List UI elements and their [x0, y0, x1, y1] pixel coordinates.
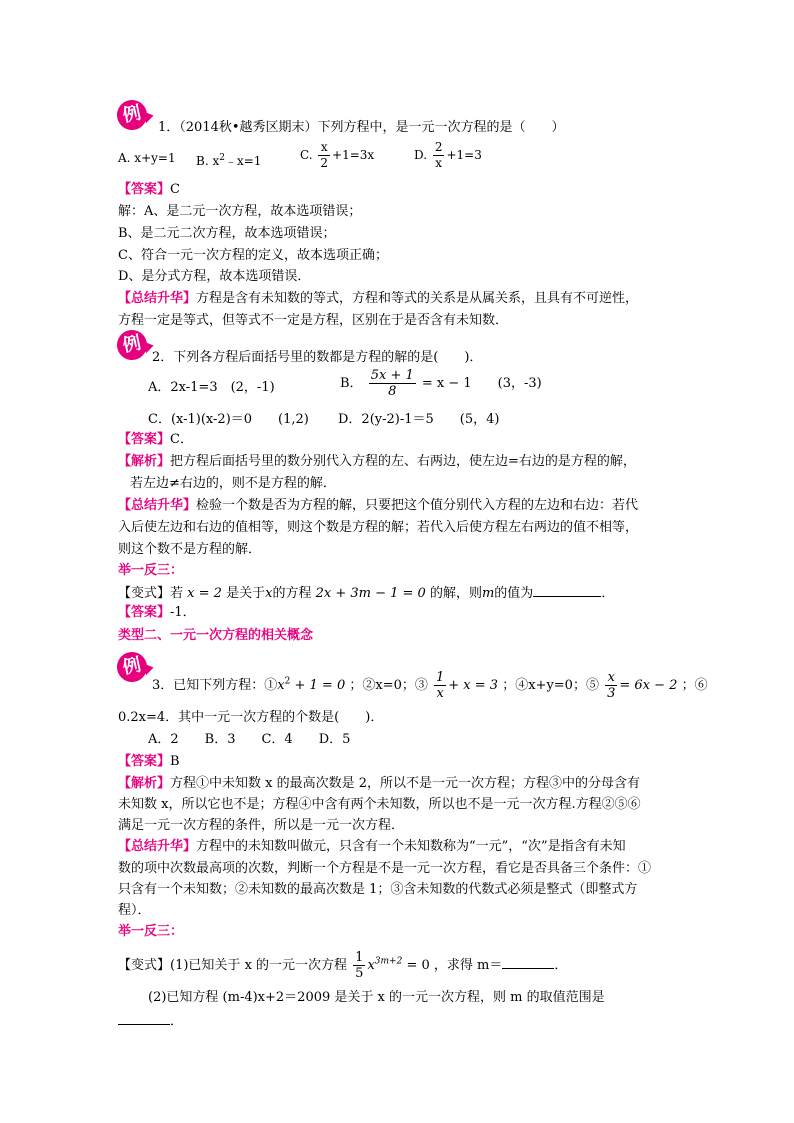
- q3-variant-2: (2)已知方程 (m-4)x+2＝2009 是关于 x 的一元一次方程，则 m 的取值范围是: [148, 990, 605, 1005]
- q3-variant-1: 【变式】(1)已知关于 x 的一元一次方程 $\frac{1}{5}$ $x^{3m+2} = 0$ ，求得 m＝ ．: [118, 950, 568, 981]
- q1-stem: 1．（2014秋•越秀区期末）下列方程中，是一元一次方程的是（ ）: [158, 120, 565, 135]
- q1-solution-line: 解：A、是二元一次方程，故本选项错误；: [118, 204, 362, 219]
- follow-up-heading: 举一反三：: [118, 924, 184, 939]
- q2-opt-c: C．(x-1)(x-2)＝0 (1,2): [148, 412, 309, 427]
- q3-analysis: 【解析】方程①中未知数 x 的最高次数是 2，所以不是一元一次方程；方程③中的分母含有: [118, 776, 641, 791]
- q3-variant-2-blank: ．: [118, 1010, 183, 1032]
- example-badge: 例: [114, 327, 150, 363]
- q2-opt-a: A．2x-1=3 (2，-1): [148, 380, 275, 395]
- q3-stem-line: 0.2x=4．其中一元一次方程的个数是( )．: [118, 710, 384, 725]
- q1-solution-line: B、是二元二次方程，故本选项错误；: [118, 226, 336, 241]
- q3-summary-line: 程）．: [118, 903, 151, 918]
- q1-summary-line: 方程一定是等式，但等式不一定是方程，区别在于是否含有未知数．: [118, 313, 509, 328]
- q3-answer: 【答案】B: [118, 754, 180, 769]
- q3-summary-line: 数的项中次数最高项的次数，判断一个方程是不是一元一次方程，看它是否具备三个条件：①: [118, 861, 652, 876]
- example-badge: 例: [114, 649, 150, 685]
- q3-analysis-line: 未知数 x，所以它也不是；方程④中含有两个未知数，所以也不是一元一次方程.方程②⑤⑥: [118, 797, 641, 812]
- q2-summary: 【总结升华】检验一个数是否为方程的解，只要把这个值分别代入方程的左边和右边：若代: [118, 498, 639, 513]
- answer-blank[interactable]: [533, 582, 601, 597]
- follow-up-heading: 举一反三：: [118, 563, 184, 578]
- q1-summary: 【总结升华】方程是含有未知数的等式，方程和等式的关系是从属关系，且具有不可逆性，: [118, 291, 639, 306]
- example-badge: 例: [114, 97, 150, 133]
- q2-stem: 2．下列各方程后面括号里的数都是方程的解的是( )．: [152, 350, 483, 365]
- q3-summary-line: 只含有一个未知数；②未知数的最高次数是 1；③含未知数的代数式必须是整式（即整式方: [118, 882, 638, 897]
- section-heading: 类型二、一元一次方程的相关概念: [118, 628, 314, 643]
- answer-blank[interactable]: [118, 1010, 170, 1025]
- q2-variant-answer: 【答案】-1．: [118, 605, 196, 620]
- q1-opt-b: B. $x^2﹣x=1$: [196, 153, 262, 168]
- q1-opt-a: A. x+y=1: [118, 151, 176, 165]
- q2-summary-line: 则这个数不是方程的解．: [118, 542, 262, 557]
- q2-variant: 【变式】若 x = 2 是关于x的方程 2x + 3m − 1 = 0 的解，则m的值为 ．: [118, 582, 614, 604]
- q1-opt-c: C. $\frac{x}{2}$ +1=3x: [300, 140, 375, 170]
- q2-analysis-line: 若左边≠右边的，则不是方程的解．: [130, 476, 336, 491]
- q3-options: A．2 B．3 C．4 D．5: [148, 732, 351, 747]
- q2-analysis: 【解析】把方程后面括号里的数分别代入方程的左、右两边，使左边=右边的是方程的解，: [118, 454, 636, 469]
- q2-answer: 【答案】C．: [118, 432, 193, 447]
- q1-opt-d: D. $\frac{2}{x}$ +1=3: [414, 140, 482, 170]
- q3-stem: 3．已知下列方程：$①x^2 + 1 = 0$ ；②x=0；③ $\frac{1}{x}$ + x = 3 ；④x+y=0；⑤ $\frac{x}{3}$ = 6x − 2 ；⑥: [152, 670, 708, 701]
- q2-opt-b: B． $\frac{5x + 1}{8}$ = x − 1 (3，-3): [340, 368, 542, 399]
- answer-blank[interactable]: [502, 954, 554, 969]
- q3-analysis-line: 满足一元一次方程的条件，所以是一元一次方程．: [118, 818, 405, 833]
- q3-summary: 【总结升华】方程中的未知数叫做元，只含有一个未知数称为“一元”，“次”是指含有未知: [118, 839, 626, 854]
- q1-solution-line: C、符合一元一次方程的定义，故本选项正确；: [118, 248, 388, 263]
- q1-solution-line: D、是分式方程，故本选项错误．: [118, 269, 311, 284]
- q2-opt-d: D．2(y-2)-1＝5 (5，4): [338, 412, 500, 427]
- q1-answer: 【答案】C: [118, 182, 180, 197]
- q2-summary-line: 入后使左边和右边的值相等，则这个数是方程的解；若代入后使方程左右两边的值不相等，: [118, 520, 639, 535]
